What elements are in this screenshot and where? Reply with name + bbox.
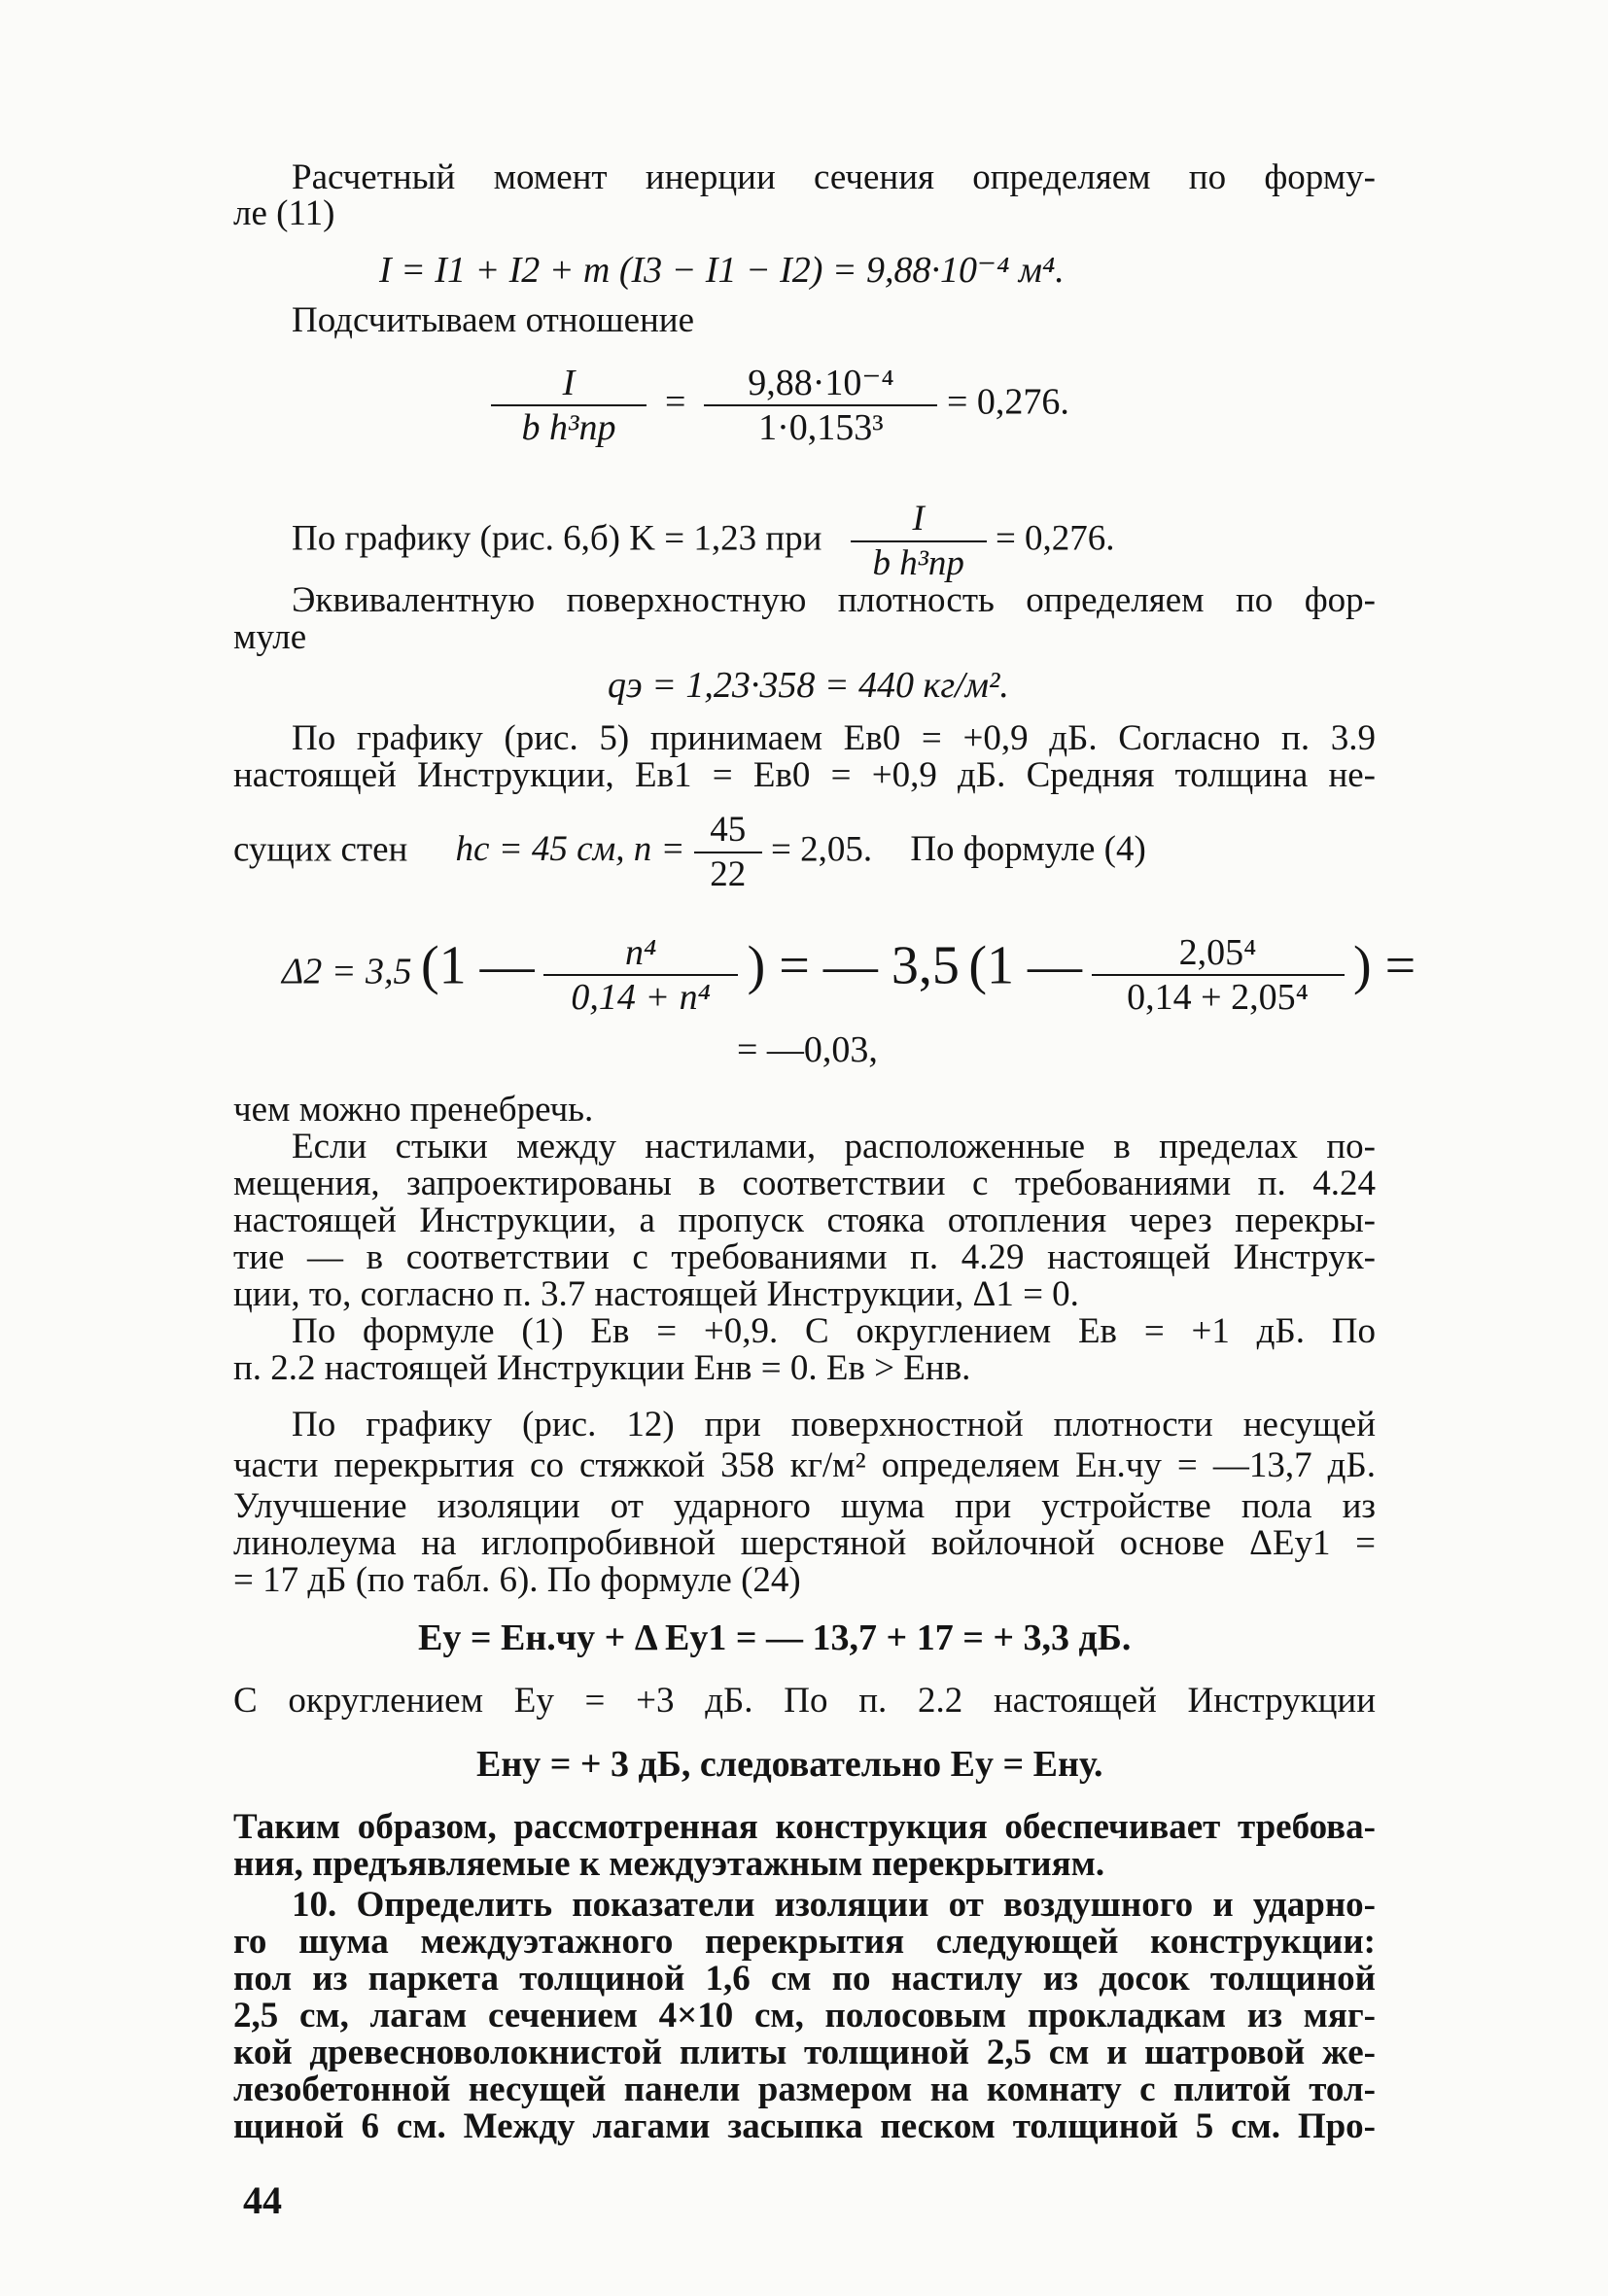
equation-surface-density: qэ = 1,23·358 = 440 кг/м².	[608, 665, 1009, 706]
text-line: 2,5 см, лагам сечением 4×10 см, полосовым прокладкам из мяг-	[233, 1996, 1376, 2035]
text-line: мещения, запроектированы в соответствии с требованиями п. 4.24	[233, 1164, 1376, 1203]
text-line: 10. Определить показатели изоляции от воздушного и ударно-	[292, 1885, 1376, 1925]
text-line: По графику (рис. 5) принимаем Eв0 = +0,9 дБ. Согласно п. 3.9	[292, 718, 1376, 758]
equation-delta2: Δ2 = 3,5 (1 — $\frac{\text{n⁴}}{\text{0,14 + n⁴}}$ ) = — 3,5 (1 — $\frac{\text{2,05⁴}}{\text{0,14 + 2,05⁴}}$ ) =	[282, 932, 1416, 1018]
text-line: Подсчитываем отношение	[292, 300, 695, 340]
text-line: щиной 6 см. Между лагами засыпка песком толщиной 5 см. Про-	[233, 2106, 1376, 2146]
text-line: ле (11)	[233, 193, 335, 233]
fraction: $\frac{45}{22}$	[694, 809, 762, 896]
text-line: По формуле (1) Eв = +0,9. С округлением Eв = +1 дБ. По	[292, 1311, 1376, 1351]
text-line: Улучшение изоляции от ударного шума при устройстве пола из	[233, 1486, 1376, 1526]
fraction: $\frac{I}{\text{b h³пр}}$	[851, 498, 987, 585]
text-line: настоящей Инструкции, а пропуск стояка отопления через перекры-	[233, 1200, 1376, 1240]
text-line: Эквивалентную поверхностную плотность определяем по фор-	[292, 580, 1376, 620]
text-line: п. 2.2 настоящей Инструкции Eнв = 0. Eв > Eнв.	[233, 1348, 971, 1388]
text-line: По графику (рис. 6,б) K = 1,23 при $\frac{I}{\text{b h³пр}}$ = 0,276.	[292, 499, 1115, 583]
equation-moment-of-inertia: I = I1 + I2 + m (I3 − I1 − I2) = 9,88·10⁻⁴ м⁴.	[379, 250, 1065, 291]
fraction: $\frac{\text{2,05⁴}}{\text{0,14 + 2,05⁴}}$	[1092, 931, 1345, 1019]
text-line: чем можно пренебречь.	[233, 1090, 594, 1130]
fraction: $\frac{\text{n⁴}}{\text{0,14 + n⁴}}$	[543, 931, 738, 1019]
page-number: 44	[243, 2178, 282, 2222]
text-line: = 17 дБ (по табл. 6). По формуле (24)	[233, 1560, 801, 1600]
text-line: По графику (рис. 12) при поверхностной плотности несущей	[292, 1405, 1376, 1444]
fraction: $\frac{I}{\text{b h³пр}}$	[491, 362, 647, 449]
text-line: линолеума на иглопробивной шерстяной войлочной основе ΔEу1 =	[233, 1523, 1376, 1563]
text-line: настоящей Инструкции, Eв1 = Eв0 = +0,9 дБ. Средняя толщина не-	[233, 755, 1376, 795]
text-line: Расчетный момент инерции сечения определяем по форму-	[292, 157, 1376, 197]
text-line: сущих стен hс = 45 см, n = $\frac{45}{22}$ = 2,05. По формуле (4)	[233, 810, 1146, 894]
text-line: тие — в соответствии с требованиями п. 4.29 настоящей Инструк-	[233, 1237, 1376, 1277]
text-line: го шума междуэтажного перекрытия следующей конструкции:	[233, 1922, 1376, 1962]
equation-ratio: $\frac{I}{\text{b h³пр}}$ = $\frac{\text{9,88·10⁻⁴}}{\text{1·0,153³}}$ = 0,276.	[491, 362, 1069, 449]
equation-requirement: Eну = + 3 дБ, следовательно Eу = Eну.	[476, 1744, 1103, 1785]
text-line: ния, предъявляемые к междуэтажным перекрытиям.	[233, 1844, 1105, 1884]
text-line: ции, то, согласно п. 3.7 настоящей Инструкции, Δ1 = 0.	[233, 1274, 1079, 1314]
equation-delta2-result: = —0,03,	[737, 1029, 878, 1070]
text-line: Таким образом, рассмотренная конструкция обеспечивает требова-	[233, 1807, 1376, 1847]
text-line: С округлением Eу = +3 дБ. По п. 2.2 настоящей Инструкции	[233, 1681, 1376, 1721]
text-line: муле	[233, 617, 307, 657]
equation-impact-noise-index: Eу = Eн.чу + Δ Eу1 = — 13,7 + 17 = + 3,3 дБ.	[418, 1618, 1132, 1658]
text-line: пол из паркета толщиной 1,6 см по настилу из досок толщиной	[233, 1959, 1376, 1999]
fraction: $\frac{\text{9,88·10⁻⁴}}{\text{1·0,153³}}$	[704, 362, 937, 449]
text-line: лезобетонной несущей панели размером на комнату с плитой тол-	[233, 2070, 1376, 2109]
text-line: Если стыки между настилами, расположенные в пределах по-	[292, 1127, 1376, 1166]
text-line: кой древесноволокнистой плиты толщиной 2,5 см и шатровой же-	[233, 2033, 1376, 2072]
text-line: части перекрытия со стяжкой 358 кг/м² определяем Eн.чу = —13,7 дБ.	[233, 1445, 1376, 1485]
